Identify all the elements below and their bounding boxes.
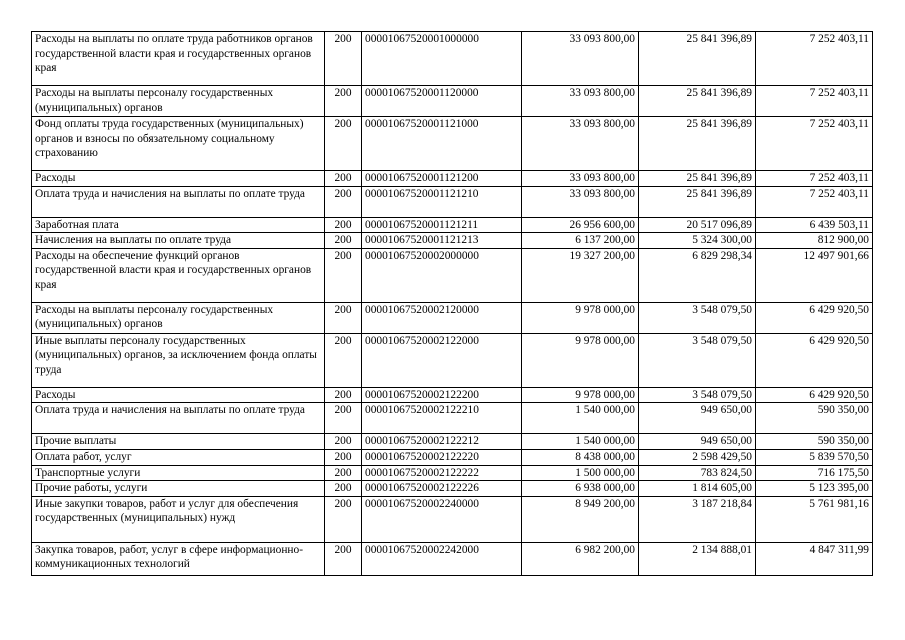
cell-admin-code: 200 bbox=[325, 117, 362, 171]
table-body bbox=[32, 32, 873, 576]
table-row bbox=[32, 387, 873, 403]
cell-budget-code: 00001067520002122222 bbox=[362, 465, 522, 481]
cell-planned-amount: 33 093 800,00 bbox=[522, 86, 639, 117]
cell-admin-code: 200 bbox=[325, 434, 362, 450]
cell-executed-amount: 25 841 396,89 bbox=[639, 186, 756, 217]
cell-name: Прочие работы, услуги bbox=[32, 481, 325, 497]
cell-name: Заработная плата bbox=[32, 217, 325, 233]
cell-planned-amount: 8 949 200,00 bbox=[522, 496, 639, 542]
cell-admin-code: 200 bbox=[325, 333, 362, 387]
table-row bbox=[32, 32, 873, 86]
cell-remainder-amount: 590 350,00 bbox=[756, 403, 873, 434]
cell-executed-amount: 3 548 079,50 bbox=[639, 387, 756, 403]
cell-budget-code: 00001067520002122220 bbox=[362, 449, 522, 465]
table-row bbox=[32, 233, 873, 249]
cell-name: Расходы bbox=[32, 171, 325, 187]
table-row bbox=[32, 465, 873, 481]
cell-name: Начисления на выплаты по оплате труда bbox=[32, 233, 325, 249]
cell-name: Иные выплаты персоналу государственных (муниципальных) органов, за исключением фонда оплаты труда bbox=[32, 333, 325, 387]
cell-budget-code: 00001067520002242000 bbox=[362, 542, 522, 575]
cell-budget-code: 00001067520001121213 bbox=[362, 233, 522, 249]
cell-remainder-amount: 7 252 403,11 bbox=[756, 86, 873, 117]
table-row bbox=[32, 117, 873, 171]
cell-name: Расходы на выплаты по оплате труда работников органов государственной власти края и государственных органов края bbox=[32, 32, 325, 86]
cell-executed-amount: 25 841 396,89 bbox=[639, 171, 756, 187]
cell-executed-amount: 25 841 396,89 bbox=[639, 117, 756, 171]
cell-executed-amount: 949 650,00 bbox=[639, 403, 756, 434]
cell-planned-amount: 9 978 000,00 bbox=[522, 333, 639, 387]
cell-planned-amount: 6 982 200,00 bbox=[522, 542, 639, 575]
cell-planned-amount: 33 093 800,00 bbox=[522, 32, 639, 86]
table-row bbox=[32, 434, 873, 450]
cell-budget-code: 00001067520001121211 bbox=[362, 217, 522, 233]
cell-admin-code: 200 bbox=[325, 465, 362, 481]
cell-remainder-amount: 6 439 503,11 bbox=[756, 217, 873, 233]
table-row bbox=[32, 86, 873, 117]
cell-name: Оплата труда и начисления на выплаты по оплате труда bbox=[32, 186, 325, 217]
cell-admin-code: 200 bbox=[325, 217, 362, 233]
cell-executed-amount: 3 187 218,84 bbox=[639, 496, 756, 542]
cell-budget-code: 00001067520002122212 bbox=[362, 434, 522, 450]
cell-planned-amount: 1 500 000,00 bbox=[522, 465, 639, 481]
cell-admin-code: 200 bbox=[325, 542, 362, 575]
cell-admin-code: 200 bbox=[325, 481, 362, 497]
cell-budget-code: 00001067520001120000 bbox=[362, 86, 522, 117]
cell-budget-code: 00001067520002000000 bbox=[362, 248, 522, 302]
cell-admin-code: 200 bbox=[325, 302, 362, 333]
cell-name: Фонд оплаты труда государственных (муниципальных) органов и взносы по обязательному социальному страхованию bbox=[32, 117, 325, 171]
cell-budget-code: 00001067520001121200 bbox=[362, 171, 522, 187]
cell-remainder-amount: 4 847 311,99 bbox=[756, 542, 873, 575]
cell-name: Расходы на выплаты персоналу государственных (муниципальных) органов bbox=[32, 302, 325, 333]
cell-planned-amount: 6 137 200,00 bbox=[522, 233, 639, 249]
cell-planned-amount: 1 540 000,00 bbox=[522, 434, 639, 450]
cell-executed-amount: 5 324 300,00 bbox=[639, 233, 756, 249]
cell-planned-amount: 9 978 000,00 bbox=[522, 302, 639, 333]
cell-remainder-amount: 6 429 920,50 bbox=[756, 333, 873, 387]
cell-budget-code: 00001067520002122000 bbox=[362, 333, 522, 387]
table-row bbox=[32, 481, 873, 497]
cell-planned-amount: 33 093 800,00 bbox=[522, 117, 639, 171]
cell-executed-amount: 25 841 396,89 bbox=[639, 32, 756, 86]
cell-remainder-amount: 5 761 981,16 bbox=[756, 496, 873, 542]
cell-admin-code: 200 bbox=[325, 403, 362, 434]
cell-name: Транспортные услуги bbox=[32, 465, 325, 481]
document-page bbox=[31, 31, 873, 576]
cell-executed-amount: 949 650,00 bbox=[639, 434, 756, 450]
cell-name: Прочие выплаты bbox=[32, 434, 325, 450]
cell-budget-code: 00001067520002240000 bbox=[362, 496, 522, 542]
cell-admin-code: 200 bbox=[325, 387, 362, 403]
cell-planned-amount: 33 093 800,00 bbox=[522, 186, 639, 217]
cell-planned-amount: 9 978 000,00 bbox=[522, 387, 639, 403]
cell-planned-amount: 6 938 000,00 bbox=[522, 481, 639, 497]
cell-executed-amount: 25 841 396,89 bbox=[639, 86, 756, 117]
cell-budget-code: 00001067520001121210 bbox=[362, 186, 522, 217]
cell-admin-code: 200 bbox=[325, 496, 362, 542]
table-row bbox=[32, 496, 873, 542]
cell-name: Расходы на обеспечение функций органов государственной власти края и государственных органов края bbox=[32, 248, 325, 302]
cell-planned-amount: 19 327 200,00 bbox=[522, 248, 639, 302]
cell-admin-code: 200 bbox=[325, 186, 362, 217]
cell-budget-code: 00001067520002122226 bbox=[362, 481, 522, 497]
cell-remainder-amount: 5 839 570,50 bbox=[756, 449, 873, 465]
cell-executed-amount: 6 829 298,34 bbox=[639, 248, 756, 302]
cell-budget-code: 00001067520001000000 bbox=[362, 32, 522, 86]
cell-executed-amount: 3 548 079,50 bbox=[639, 302, 756, 333]
cell-budget-code: 00001067520001121000 bbox=[362, 117, 522, 171]
table-row bbox=[32, 248, 873, 302]
cell-admin-code: 200 bbox=[325, 32, 362, 86]
table-row bbox=[32, 449, 873, 465]
cell-planned-amount: 8 438 000,00 bbox=[522, 449, 639, 465]
table-row bbox=[32, 186, 873, 217]
cell-remainder-amount: 6 429 920,50 bbox=[756, 387, 873, 403]
cell-executed-amount: 2 598 429,50 bbox=[639, 449, 756, 465]
table-row bbox=[32, 171, 873, 187]
cell-remainder-amount: 7 252 403,11 bbox=[756, 32, 873, 86]
cell-name: Иные закупки товаров, работ и услуг для обеспечения государственных (муниципальных) нужд bbox=[32, 496, 325, 542]
cell-admin-code: 200 bbox=[325, 248, 362, 302]
cell-executed-amount: 20 517 096,89 bbox=[639, 217, 756, 233]
cell-executed-amount: 2 134 888,01 bbox=[639, 542, 756, 575]
cell-remainder-amount: 812 900,00 bbox=[756, 233, 873, 249]
cell-remainder-amount: 7 252 403,11 bbox=[756, 171, 873, 187]
cell-budget-code: 00001067520002120000 bbox=[362, 302, 522, 333]
cell-planned-amount: 1 540 000,00 bbox=[522, 403, 639, 434]
cell-remainder-amount: 716 175,50 bbox=[756, 465, 873, 481]
cell-admin-code: 200 bbox=[325, 449, 362, 465]
table-row bbox=[32, 217, 873, 233]
cell-name: Оплата работ, услуг bbox=[32, 449, 325, 465]
cell-planned-amount: 33 093 800,00 bbox=[522, 171, 639, 187]
cell-admin-code: 200 bbox=[325, 171, 362, 187]
cell-executed-amount: 783 824,50 bbox=[639, 465, 756, 481]
table-row bbox=[32, 403, 873, 434]
budget-execution-table bbox=[31, 31, 873, 576]
table-row bbox=[32, 542, 873, 575]
table-row bbox=[32, 302, 873, 333]
cell-admin-code: 200 bbox=[325, 86, 362, 117]
cell-remainder-amount: 12 497 901,66 bbox=[756, 248, 873, 302]
cell-name: Расходы на выплаты персоналу государственных (муниципальных) органов bbox=[32, 86, 325, 117]
cell-budget-code: 00001067520002122210 bbox=[362, 403, 522, 434]
cell-remainder-amount: 7 252 403,11 bbox=[756, 186, 873, 217]
table-row bbox=[32, 333, 873, 387]
cell-name: Расходы bbox=[32, 387, 325, 403]
cell-name: Оплата труда и начисления на выплаты по оплате труда bbox=[32, 403, 325, 434]
cell-remainder-amount: 6 429 920,50 bbox=[756, 302, 873, 333]
cell-budget-code: 00001067520002122200 bbox=[362, 387, 522, 403]
cell-executed-amount: 1 814 605,00 bbox=[639, 481, 756, 497]
cell-admin-code: 200 bbox=[325, 233, 362, 249]
cell-remainder-amount: 7 252 403,11 bbox=[756, 117, 873, 171]
cell-remainder-amount: 5 123 395,00 bbox=[756, 481, 873, 497]
cell-name: Закупка товаров, работ, услуг в сфере информационно-коммуникационных технологий bbox=[32, 542, 325, 575]
cell-executed-amount: 3 548 079,50 bbox=[639, 333, 756, 387]
cell-planned-amount: 26 956 600,00 bbox=[522, 217, 639, 233]
cell-remainder-amount: 590 350,00 bbox=[756, 434, 873, 450]
